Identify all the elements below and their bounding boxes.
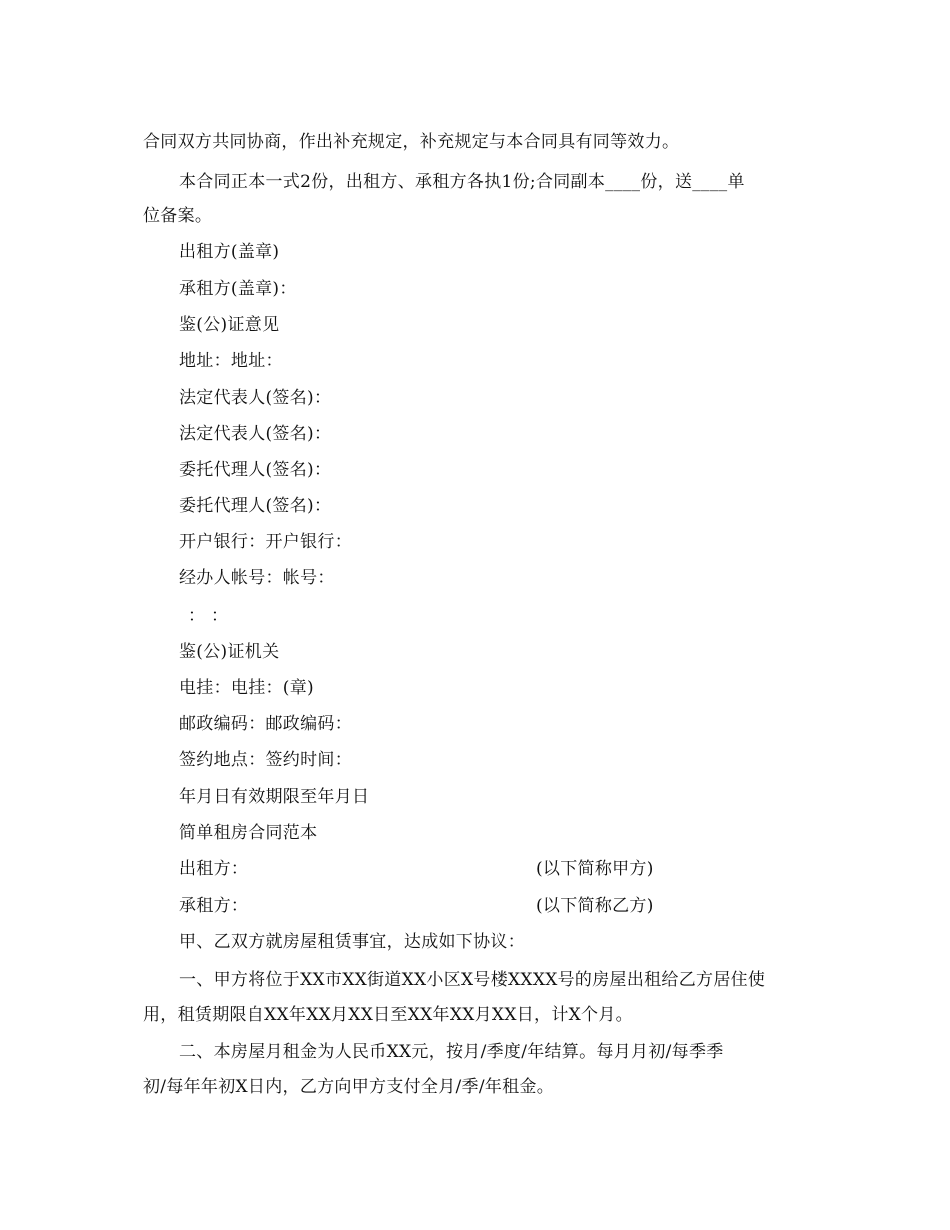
paragraph-line: 一、甲方将位于XX市XX街道XX小区X号楼XXXX号的房屋出租给乙方居住使 <box>179 970 766 990</box>
signature-field-label: 电挂：电挂：(章) <box>179 678 314 698</box>
signature-field-label: 法定代表人(签名)： <box>179 388 332 408</box>
signature-field-label: 签约地点：签约时间： <box>179 750 352 770</box>
signature-field-label: 法定代表人(签名)： <box>179 424 332 444</box>
party-alias-a: (以下简称甲方) <box>536 859 654 879</box>
paragraph-line: 合同双方共同协商，作出补充规定，补充规定与本合同具有同等效力。 <box>143 132 680 152</box>
signature-field-label: 承租方(盖章)： <box>179 279 297 299</box>
signature-field-label: 地址：地址： <box>179 351 283 371</box>
signature-field-label: 鉴(公)证机关 <box>179 642 280 662</box>
signature-field-label: 邮政编码：邮政编码： <box>179 714 352 734</box>
party-alias-b: (以下简称乙方) <box>536 896 654 916</box>
paragraph-line: 初/每年年初X日内，乙方向甲方支付全月/季/年租金。 <box>143 1077 555 1097</box>
validity-line: 年月日有效期限至年月日 <box>179 787 370 807</box>
signature-field-label: 经办人帐号：帐号： <box>179 568 335 588</box>
party-label-lessor: 出租方： <box>179 859 249 879</box>
signature-field-label: 委托代理人(签名)： <box>179 496 332 516</box>
paragraph-line: 本合同正本一式2份，出租方、承租方各执1份;合同副本____份，送____单 <box>179 172 745 192</box>
paragraph-line: 二、本房屋月租金为人民币XX元，按月/季度/年结算。每月月初/每季季 <box>179 1042 724 1062</box>
paragraph-line: 用，租赁期限自XX年XX月XX日至XX年XX月XX日，计X个月。 <box>143 1005 633 1025</box>
signature-field-label: 鉴(公)证意见 <box>179 315 280 335</box>
paragraph-line: 甲、乙双方就房屋租赁事宜，达成如下协议： <box>179 932 525 952</box>
section-title: 简单租房合同范本 <box>179 823 318 843</box>
party-label-lessee: 承租方： <box>179 896 249 916</box>
signature-field-label: 出租方(盖章) <box>179 242 280 262</box>
signature-field-label: ： ： <box>188 606 229 626</box>
paragraph-line: 位备案。 <box>143 206 213 226</box>
signature-field-label: 委托代理人(签名)： <box>179 460 332 480</box>
signature-field-label: 开户银行：开户银行： <box>179 532 352 552</box>
